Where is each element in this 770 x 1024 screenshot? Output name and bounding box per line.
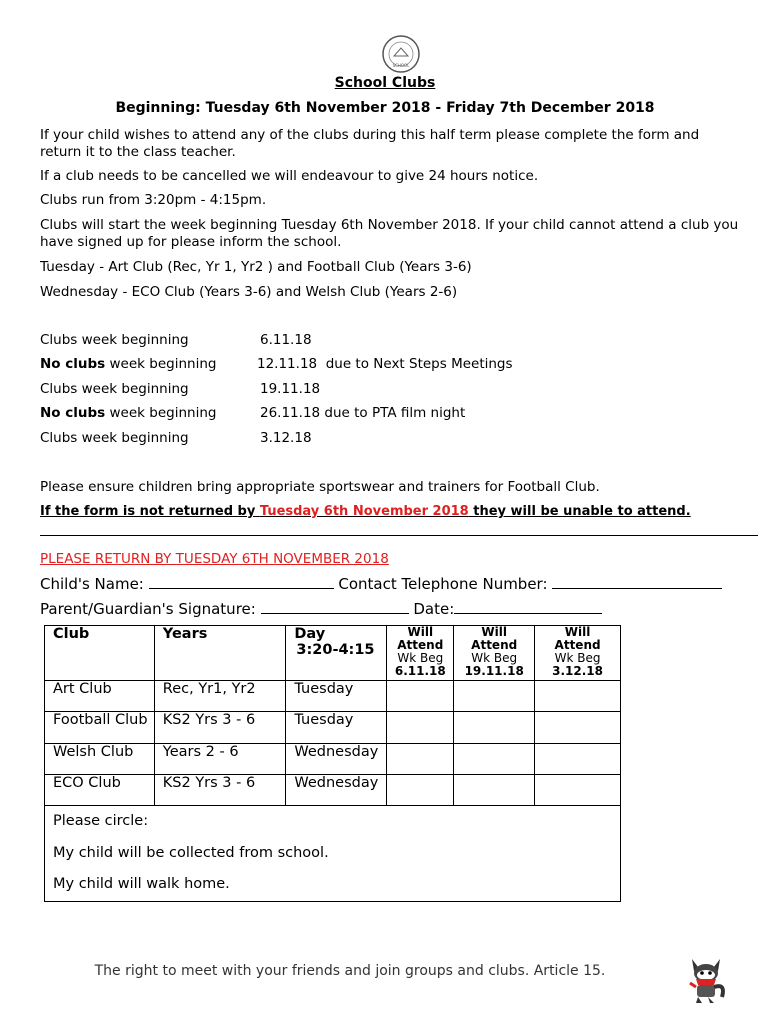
child-name-label: Child's Name: <box>40 575 149 593</box>
attend-cell-week-2[interactable] <box>454 744 535 775</box>
schedule-date: 19.11.18 <box>260 381 321 397</box>
schedule-label: week beginning <box>105 405 217 421</box>
attend-cell-week-3[interactable] <box>535 775 621 806</box>
table-header-row <box>45 626 621 681</box>
day-cell: Tuesday <box>286 681 387 712</box>
contact-label: Contact Telephone Number: <box>333 575 553 593</box>
please-circle-label: Please circle: <box>53 813 149 829</box>
attend-cell-week-2[interactable] <box>454 712 535 744</box>
attend-cell-week-2[interactable] <box>454 681 535 712</box>
attend-cell-week-1[interactable] <box>387 744 454 775</box>
years-cell: Rec, Yr1, Yr2 <box>154 681 286 712</box>
table-row <box>45 681 621 712</box>
schedule-row <box>40 381 189 397</box>
return-by-notice: PLEASE RETURN BY TUESDAY 6TH NOVEMBER 2018 <box>40 551 389 567</box>
page-title: School Clubs <box>334 75 436 91</box>
signature-row <box>40 600 602 618</box>
schedule-row <box>40 332 189 348</box>
schedule-row <box>40 405 216 421</box>
years-cell: KS2 Yrs 3 - 6 <box>154 775 286 806</box>
attend-cell-week-3[interactable] <box>535 712 621 744</box>
date-field[interactable] <box>454 613 602 614</box>
day-cell: Wednesday <box>286 775 387 806</box>
day-cell: Wednesday <box>286 744 387 775</box>
signature-label: Parent/Guardian's Signature: <box>40 600 261 618</box>
child-name-field[interactable] <box>149 588 334 589</box>
schedule-prefix: No clubs <box>40 405 106 421</box>
clubs-table <box>44 625 621 902</box>
intro-paragraph: Clubs run from 3:20pm - 4:15pm. <box>40 192 267 208</box>
attend-cell-week-3[interactable] <box>535 681 621 712</box>
intro-paragraph: Wednesday - ECO Club (Years 3-6) and Welsh Club (Years 2-6) <box>40 284 458 300</box>
attend-cell-week-2[interactable] <box>454 775 535 806</box>
page-subtitle: Beginning: Tuesday 6th November 2018 - Friday 7th December 2018 <box>115 100 655 116</box>
attend-cell-week-1[interactable] <box>387 681 454 712</box>
club-cell: ECO Club <box>45 775 155 806</box>
header-week-2: Will Attend Wk Beg 19.11.18 <box>454 626 535 681</box>
date-label: Date: <box>408 600 455 618</box>
cut-line-divider <box>40 535 758 536</box>
child-name-row <box>40 575 722 593</box>
collection-options <box>45 806 621 902</box>
club-cell: Art Club <box>45 681 155 712</box>
schedule-label: Clubs week beginning <box>40 430 189 446</box>
club-cell: Football Club <box>45 712 155 744</box>
schedule-label: Clubs week beginning <box>40 332 189 348</box>
schedule-date: 3.12.18 <box>260 430 312 446</box>
intro-paragraph: Tuesday - Art Club (Rec, Yr 1, Yr2 ) and Football Club (Years 3-6) <box>40 259 472 275</box>
return-warning: If the form is not returned by Tuesday 6th November 2018 they will be unable to attend. <box>40 504 691 519</box>
schedule-row <box>40 356 216 372</box>
header-day: Day 3:20-4:15 <box>286 626 387 681</box>
years-cell: KS2 Yrs 3 - 6 <box>154 712 286 744</box>
club-cell: Welsh Club <box>45 744 155 775</box>
option-collected[interactable]: My child will be collected from school. <box>53 844 329 861</box>
schedule-date: 26.11.18 due to PTA film night <box>260 405 466 421</box>
table-row <box>45 775 621 806</box>
schedule-prefix: No clubs <box>40 356 106 372</box>
schedule-label: week beginning <box>105 356 217 372</box>
years-cell: Years 2 - 6 <box>154 744 286 775</box>
intro-paragraph: If your child wishes to attend any of the clubs during this half term please complete the form and return it to the class teacher. <box>40 127 700 160</box>
contact-phone-field[interactable] <box>552 588 722 589</box>
header-week-3: Will Attend Wk Beg 3.12.18 <box>535 626 621 681</box>
collection-row <box>45 806 621 902</box>
schedule-date: 12.11.18 due to Next Steps Meetings <box>257 356 513 372</box>
table-row <box>45 744 621 775</box>
header-club: Club <box>45 626 155 681</box>
attend-cell-week-1[interactable] <box>387 775 454 806</box>
logo-text: SCHOOL <box>392 63 410 68</box>
footer-text: The right to meet with your friends and join groups and clubs. Article 15. <box>94 963 606 979</box>
attend-cell-week-3[interactable] <box>535 744 621 775</box>
day-cell: Tuesday <box>286 712 387 744</box>
schedule-label: Clubs week beginning <box>40 381 189 397</box>
header-week-1: Will Attend Wk Beg 6.11.18 <box>387 626 454 681</box>
attend-cell-week-1[interactable] <box>387 712 454 744</box>
schedule-date: 6.11.18 <box>260 332 312 348</box>
sportswear-note: Please ensure children bring appropriate sportswear and trainers for Football Club. <box>40 479 600 495</box>
intro-paragraph: If a club needs to be cancelled we will endeavour to give 24 hours notice. <box>40 168 539 184</box>
school-logo <box>381 34 421 74</box>
intro-paragraph: Clubs will start the week beginning Tuesday 6th November 2018. If your child cannot attend a club you have signed up for please inform the school. <box>40 217 739 250</box>
mascot-image <box>684 953 728 1005</box>
header-years: Years <box>154 626 286 681</box>
signature-field[interactable] <box>261 613 409 614</box>
table-row <box>45 712 621 744</box>
schedule-row <box>40 430 189 446</box>
option-walk-home[interactable]: My child will walk home. <box>53 876 230 892</box>
